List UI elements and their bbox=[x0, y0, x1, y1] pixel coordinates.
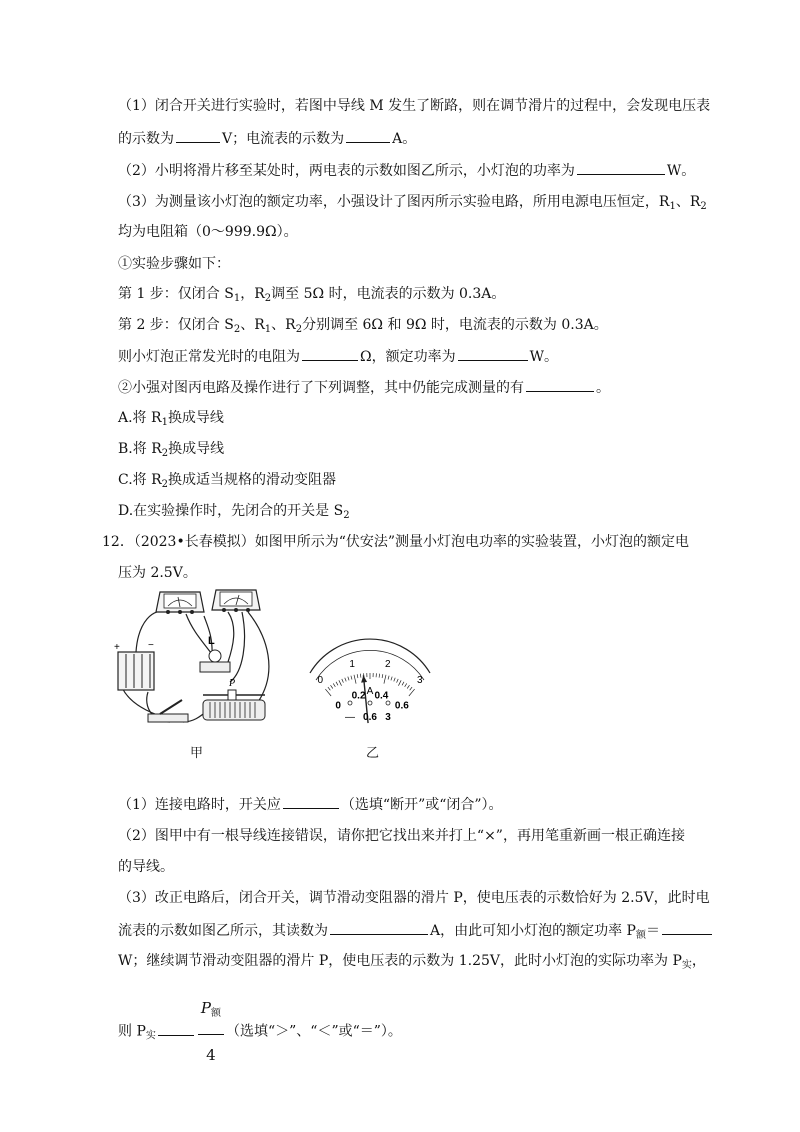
dial-tick bbox=[410, 687, 412, 690]
answer-blank[interactable] bbox=[577, 160, 665, 175]
q11-part2: （2）小明将滑片移至某处时，两电表的示数如图乙所示，小灯泡的功率为 W。 bbox=[118, 160, 695, 181]
q12-part3-line3: W；继续调节滑动变阻器的滑片 P，使电压表的示数为 1.25V，此时小灯泡的实际功率为 $P_实$， bbox=[118, 953, 706, 971]
dial-tick bbox=[339, 680, 342, 685]
dial-top-label: 3 bbox=[416, 674, 423, 686]
battery-icon bbox=[118, 652, 154, 690]
battery-minus-label: − bbox=[148, 640, 154, 651]
answer-blank[interactable] bbox=[283, 794, 339, 809]
lamp-icon bbox=[200, 650, 230, 672]
q12-part3-line4: 则 $P_实$ $\frac{P_额}{4}$ （选填“＞”、“＜”或“＝”）。 bbox=[118, 988, 402, 1075]
q12-part3-line2: 流表的示数如图乙所示，其读数为 A，由此可知小灯泡的额定功率 $P_额=$ bbox=[118, 920, 714, 946]
terminal-3-label: 3 bbox=[385, 712, 391, 723]
q11-option-a: A.将 $R_1$换成导线 bbox=[118, 410, 224, 428]
dial-tick bbox=[357, 674, 358, 678]
q11-step-title: ①实验步骤如下： bbox=[118, 256, 230, 272]
q12-part1: （1）连接电路时，开关应 （选填“断开”或“闭合”）。 bbox=[118, 794, 503, 815]
answer-blank[interactable] bbox=[346, 128, 390, 143]
answer-blank[interactable] bbox=[526, 377, 594, 392]
answer-blank[interactable] bbox=[330, 920, 428, 935]
wire bbox=[248, 612, 269, 702]
dial-tick bbox=[398, 680, 401, 685]
slider-label: P bbox=[229, 678, 236, 689]
figure-jia-caption: 甲 bbox=[190, 746, 204, 761]
q11-option-b: B.将 $R_2$换成导线 bbox=[118, 441, 225, 459]
rheostat-icon bbox=[203, 690, 265, 720]
dial-bottom-label: 0.4 bbox=[374, 690, 389, 702]
q12-heading-line2: 压为 2.5V。 bbox=[118, 565, 197, 581]
terminal-06-label: 0.6 bbox=[363, 712, 377, 723]
dial-top-label: 1 bbox=[349, 659, 355, 671]
dial-tick bbox=[388, 676, 389, 680]
q12-heading-line1: 12．（2023•长春模拟）如图甲所示为“伏安法”测量小灯泡电功率的实验装置，小灯泡的额定电 bbox=[102, 534, 690, 550]
answer-blank[interactable] bbox=[158, 1021, 194, 1036]
dial-tick bbox=[354, 675, 356, 684]
dial-tick bbox=[333, 683, 335, 686]
dial-tick bbox=[336, 682, 338, 685]
lamp-label: L bbox=[208, 635, 215, 647]
dial-tick bbox=[351, 676, 352, 680]
wire bbox=[228, 612, 234, 662]
switch-icon bbox=[148, 700, 188, 722]
dial-tick bbox=[394, 678, 395, 682]
q12-part2-line2: 的导线。 bbox=[118, 859, 174, 875]
voltmeter-icon bbox=[156, 592, 204, 614]
dial-top-label: 0 bbox=[317, 674, 324, 686]
q11-result: 则小灯泡正常发光时的电阻为 Ω，额定功率为 W。 bbox=[118, 346, 558, 367]
fraction-p-rated-over-4: $\frac{P_额}{4}$ bbox=[198, 988, 224, 1075]
dial-tick bbox=[360, 674, 361, 678]
dial-bottom-label: 0 bbox=[335, 700, 341, 712]
dial-tick bbox=[342, 679, 344, 683]
dial-bottom-label: 0.2 bbox=[351, 690, 366, 702]
q11-option-d: D.在实验操作时，先闭合的开关是 $S_2$ bbox=[118, 503, 350, 521]
dial-tick bbox=[382, 674, 383, 678]
dial-tick bbox=[345, 678, 346, 682]
answer-blank[interactable] bbox=[458, 346, 528, 361]
dial-bottom-label: 0.6 bbox=[394, 700, 409, 712]
dial-arc bbox=[310, 639, 430, 673]
q11-step1: 第 1 步：仅闭合 $S_1$，$R_2$调至 5Ω 时，电流表的示数为 0.3A。 bbox=[118, 286, 506, 304]
ammeter-icon bbox=[212, 590, 260, 612]
answer-blank[interactable] bbox=[176, 128, 220, 143]
answer-blank[interactable] bbox=[302, 346, 358, 361]
dial-tick bbox=[379, 674, 380, 678]
q12-part2-line1: （2）图甲中有一根导线连接错误，请你把它找出来并打上“×”，再用笔重新画一根正确连接 bbox=[118, 828, 685, 844]
dial-tick bbox=[328, 687, 330, 690]
dial-tick bbox=[407, 685, 409, 688]
dial-tick bbox=[384, 675, 386, 684]
dial-tick bbox=[405, 683, 407, 686]
dial-tick bbox=[397, 679, 399, 683]
figure-yi-caption: 乙 bbox=[366, 746, 380, 761]
q11-step2: 第 2 步：仅闭合 $S_2$、$R_1$、$R_2$分别调至 6Ω 和 9Ω 时，电流表的示数为 0.3A。 bbox=[118, 317, 608, 335]
terminal-minus-label: — bbox=[345, 712, 355, 723]
q11-part3-line2: 均为电阻箱（0～999.9Ω）。 bbox=[118, 224, 298, 240]
battery-plus-label: + bbox=[114, 642, 120, 653]
dial-tick bbox=[402, 682, 404, 685]
q11-adjust: ②小强对图丙电路及操作进行了下列调整，其中仍能完成测量的有 。 bbox=[118, 377, 610, 398]
dial-terminals bbox=[348, 701, 390, 705]
dial-tick bbox=[348, 677, 349, 681]
q11-part1-line2: 的示数为 V；电流表的示数为 A。 bbox=[118, 128, 416, 149]
dial-tick bbox=[391, 677, 392, 681]
answer-blank[interactable] bbox=[662, 920, 712, 935]
q12-part3-line1: （3）改正电路后，闭合开关，调节滑动变阻器的滑片 P，使电压表的示数恰好为 2.5V，此时电 bbox=[118, 890, 710, 906]
q11-part3-line1: （3）为测量该小灯泡的额定功率，小强设计了图丙所示实验电路，所用电源电压恒定，$R_1$、$R_2$ bbox=[118, 194, 707, 212]
dial-unit-label: A bbox=[366, 686, 374, 697]
dial-top-label: 2 bbox=[385, 659, 391, 671]
apparatus-figure bbox=[108, 582, 308, 742]
q11-part1-line1: （1）闭合开关进行实验时，若图中导线 M 发生了断路，则在调节滑片的过程中，会发现电压表 bbox=[118, 98, 711, 114]
ammeter-dial-figure bbox=[290, 628, 450, 728]
dial-tick bbox=[331, 685, 333, 688]
q11-option-c: C.将 $R_2$换成适当规格的滑动变阻器 bbox=[118, 472, 337, 490]
